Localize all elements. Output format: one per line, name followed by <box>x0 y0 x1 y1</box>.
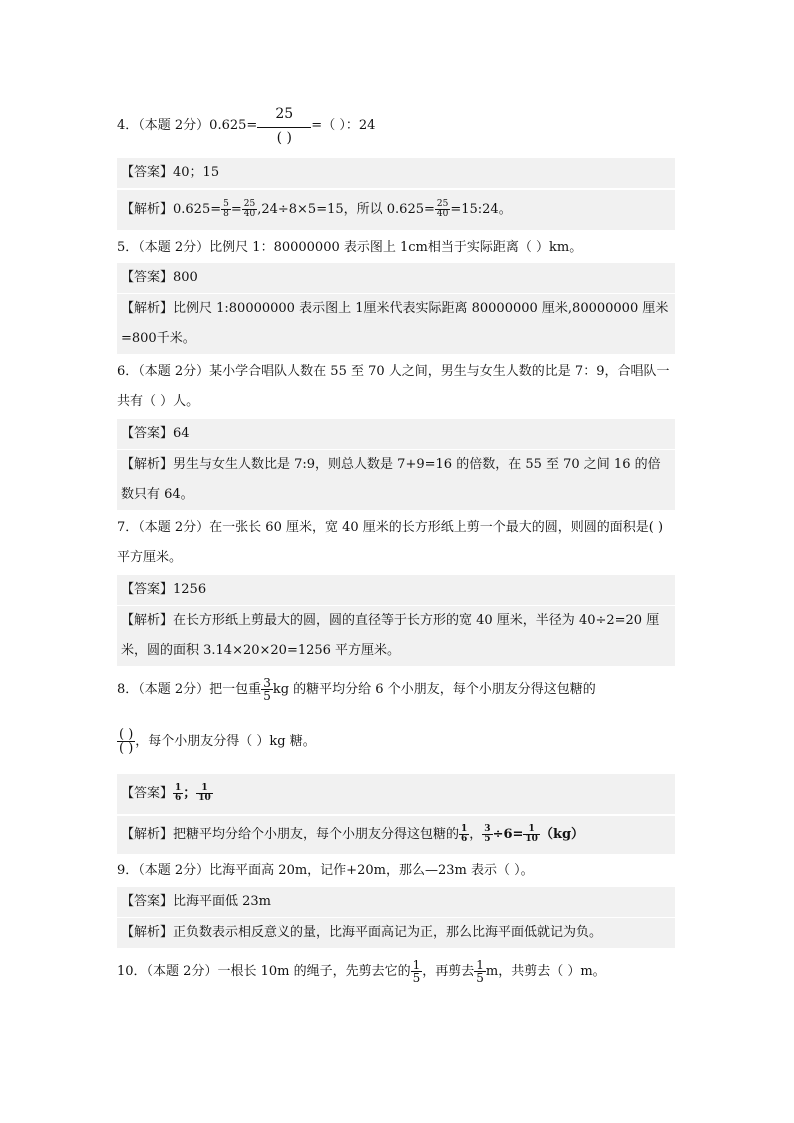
answer-8: 【答案】 $\frac{1}{6}$ ； $\frac{1}{10}$ <box>117 774 675 814</box>
question-7: 7．（本题 2分）在一张长 60 厘米，宽 40 厘米的长方形纸上剪一个最大的圆，则圆的面积是( )平方厘米。 <box>117 520 664 565</box>
fraction: $\frac{25}{40}$ <box>243 199 256 219</box>
analysis-5: 【解析】比例尺 1:80000000 表示图上 1厘米代表实际距离 80000000 厘米,80000000 厘米=800千米。 <box>117 294 675 354</box>
answer-4: 【答案】40；15 <box>117 158 675 188</box>
fraction: $\frac{1}{10}$ <box>525 824 538 844</box>
fraction: $\frac{3}{5}$ <box>263 676 271 703</box>
analysis-4: 【解析】0.625= $\frac{5}{8}$ = $\frac{25}{40}$ ,24÷8×5=15，所以 0.625= $\frac{25}{40}$ =15:24。 <box>117 190 675 230</box>
fraction: $\frac{1}{5}$ <box>412 958 421 985</box>
fraction: $\frac{1}{10}$ <box>198 783 211 803</box>
fraction: $\frac{5}{8}$ <box>223 199 229 219</box>
answer-9: 【答案】比海平面低 23m <box>117 887 675 917</box>
question-8: 8．（本题 2分）把一包重 $\frac{3}{5}$ kg 的糖平均分给 6 个小朋友，每个小朋友分得这包糖的 <box>117 676 596 703</box>
question-6: 6．（本题 2分）某小学合唱队人数在 55 至 70 人之间，男生与女生人数的比是 7：9，合唱队一共有（ ）人。 <box>117 364 670 409</box>
answer-5: 【答案】800 <box>117 263 675 293</box>
analysis-8: 【解析】把糖平均分给个小朋友，每个小朋友分得这包糖的 $\frac{1}{6}$ ， $\frac{3}{5}$ ÷6= $\frac{1}{10}$ （kg） <box>117 816 675 854</box>
question-10: 10．（本题 2分）一根长 10m 的绳子，先剪去它的 $\frac{1}{5}$ ，再剪去 $\frac{1}{5}$ m，共剪去（ ）m。 <box>117 958 606 985</box>
fraction: $\frac{1}{6}$ <box>175 783 182 803</box>
question-8-line-2: $\frac{( )}{( )}$ ，每个小朋友分得（ ）kg 糖。 <box>119 727 316 756</box>
fraction: $\frac{3}{5}$ <box>484 824 491 844</box>
question-4-prefix: 4．（本题 2分）0.625= <box>117 118 258 133</box>
question-4-fraction: $\frac{25}{( )}$ <box>257 107 311 145</box>
fraction: $\frac{1}{5}$ <box>476 958 484 985</box>
question-4 <box>117 104 675 148</box>
question-9: 9．（本题 2分）比海平面高 20m，记作+20m，那么—23m 表示（ ）。 <box>117 863 534 878</box>
answer-6: 【答案】64 <box>117 419 675 449</box>
fraction: $\frac{25}{40}$ <box>436 199 449 219</box>
analysis-9: 【解析】正负数表示相反意义的量，比海平面高记为正，那么比海平面低就记为负。 <box>117 918 675 948</box>
fraction: $\frac{1}{6}$ <box>461 824 468 844</box>
analysis-6: 【解析】男生与女生人数比是 7:9，则总人数是 7+9=16 的倍数，在 55 至 70 之间 16 的倍数只有 64。 <box>117 450 675 510</box>
question-4-suffix: =（ ）：24 <box>311 118 376 133</box>
blank-fraction: $\frac{( )}{( )}$ <box>119 727 134 756</box>
answer-7: 【答案】1256 <box>117 575 675 605</box>
analysis-7: 【解析】在长方形纸上剪最大的圆，圆的直径等于长方形的宽 40 厘米，半径为 40÷2=20 厘米，圆的面积 3.14×20×20=1256 平方厘米。 <box>117 606 675 666</box>
question-5: 5．（本题 2分）比例尺 1：80000000 表示图上 1cm相当于实际距离（ ）km。 <box>117 240 583 255</box>
